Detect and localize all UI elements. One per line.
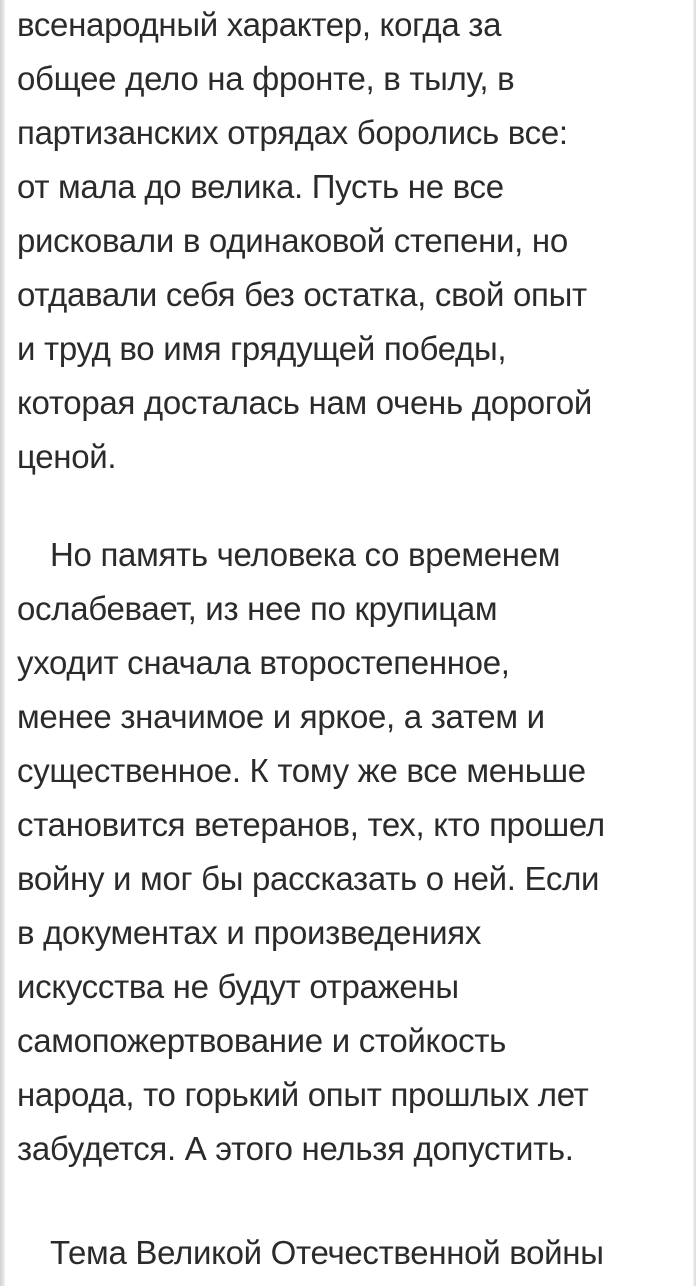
text-line: ослабевает, из нее по крупицам — [17, 590, 498, 627]
text-line: существенное. К тому же все меньше — [17, 752, 586, 789]
text-line: менее значимое и яркое, а затем и — [17, 698, 545, 735]
text-line: искусства не будут отражены — [17, 968, 459, 1005]
text-line: рисковали в одинаковой степени, но — [17, 222, 568, 259]
page-left-border — [0, 0, 5, 1286]
text-line: которая досталась нам очень дорогой — [17, 384, 593, 421]
text-line: в документах и произведениях — [17, 914, 482, 951]
paragraph-1 — [17, 0, 685, 484]
text-line: общее дело на фронте, в тылу, в — [17, 60, 515, 97]
text-line: уходит сначала второстепенное, — [17, 644, 510, 681]
text-line: войну и мог бы рассказать о ней. Если — [17, 860, 600, 897]
text-line: народа, то горький опыт прошлых лет — [17, 1076, 589, 1113]
text-line: партизанских отрядах боролись все: — [17, 114, 568, 151]
text-line: и труд во имя грядущей победы, — [17, 330, 507, 367]
text-line: забудется. А этого нельзя допустить. — [17, 1130, 574, 1167]
text-line: самопожертвование и стойкость — [17, 1022, 507, 1059]
paragraph-3 — [17, 1226, 685, 1280]
text-line: отдавали себя без остатка, свой опыт — [17, 276, 587, 313]
text-line: Но память человека со временем — [50, 536, 561, 573]
text-line: всенародный характер, когда за — [17, 6, 502, 43]
text-line: от мала до велика. Пусть не все — [17, 168, 504, 205]
text-line: становится ветеранов, тех, кто прошел — [17, 806, 605, 843]
paragraph-2 — [17, 528, 685, 1176]
text-line: ценой. — [17, 438, 117, 475]
text-line: Тема Великой Отечественной войны — [50, 1234, 604, 1271]
